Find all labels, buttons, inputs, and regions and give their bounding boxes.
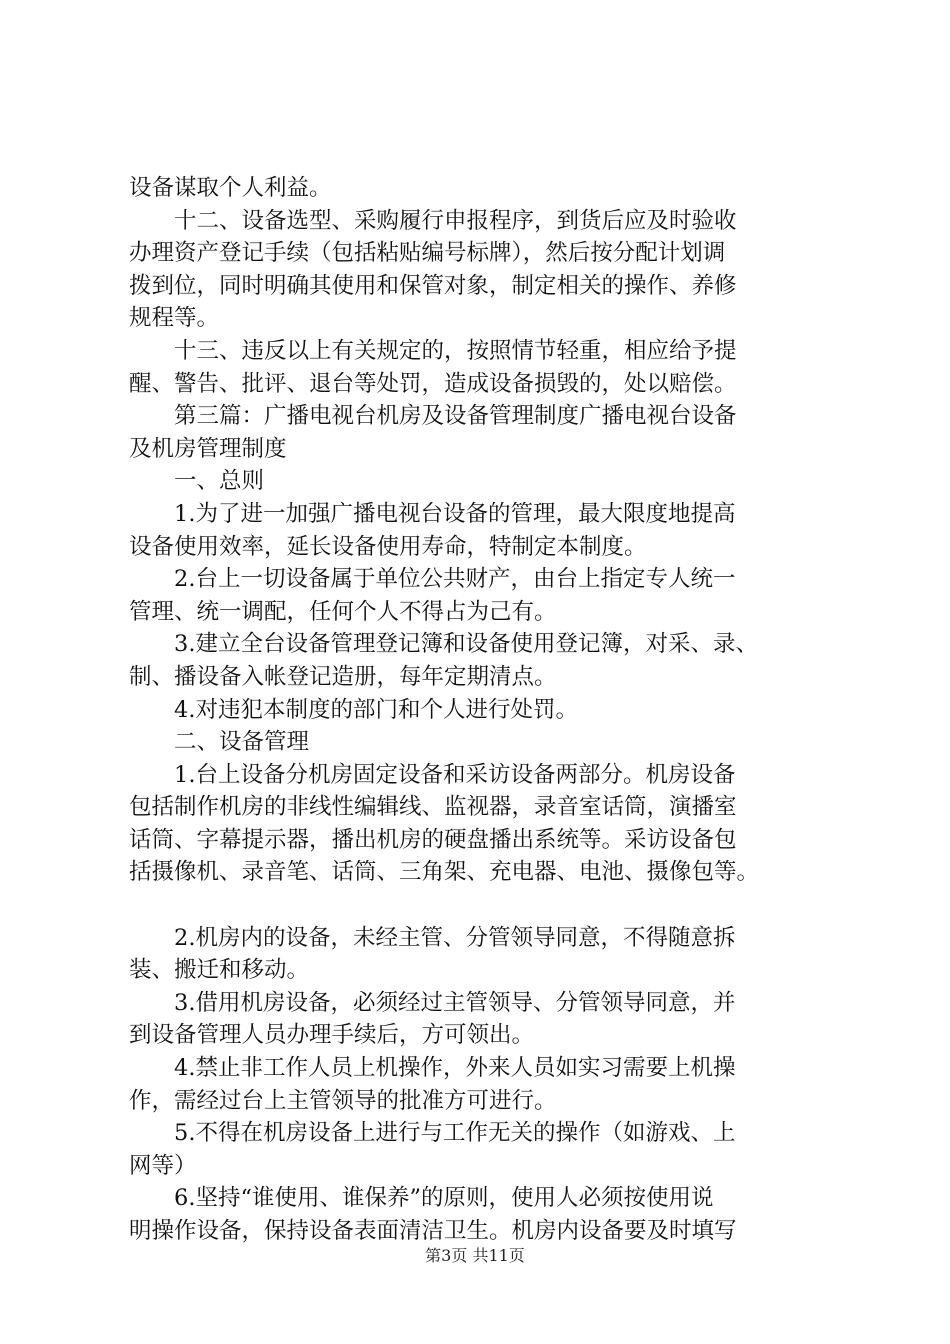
text-line: 3.建立全台设备管理登记簿和设备使用登记簿，对采、录、 bbox=[129, 631, 758, 658]
text-line: 2.台上一切设备属于单位公共财产，由台上指定专人统一 bbox=[129, 566, 736, 593]
blank-line bbox=[129, 889, 835, 922]
text-line: 设备谋取个人利益。 bbox=[129, 175, 332, 201]
text-line: 话筒、字幕提示器，播出机房的硬盘播出系统等。采访设备包 bbox=[129, 826, 737, 853]
text-line: 2.机房内的设备，未经主管、分管领导同意，不得随意拆 bbox=[129, 924, 736, 951]
text-line: 4.对违犯本制度的部门和个人进行处罚。 bbox=[129, 696, 578, 723]
subsection-heading: 二、设备管理 bbox=[129, 729, 310, 756]
text-line: 设备使用效率，延长设备使用寿命，特制定本制度。 bbox=[129, 533, 647, 560]
text-line: 1.台上设备分机房固定设备和采访设备两部分。机房设备 bbox=[129, 761, 736, 788]
subsection-heading: 一、总则 bbox=[129, 468, 265, 495]
text-line: 网等） bbox=[129, 1152, 197, 1179]
text-line: 规程等。 bbox=[129, 305, 220, 332]
text-line: 包括制作机房的非线性编辑线、监视器，录音室话筒，演播室 bbox=[129, 794, 737, 821]
text-line: 管理、统一调配，任何个人不得占为己有。 bbox=[129, 598, 557, 625]
text-line: 1.为了进一加强广播电视台设备的管理，最大限度地提高 bbox=[129, 500, 736, 527]
text-line: 醒、警告、批评、退台等处罚，造成设备损毁的，处以赔偿。 bbox=[129, 370, 737, 397]
text-line: 5.不得在机房设备上进行与工作无关的操作（如游戏、上 bbox=[129, 1120, 736, 1147]
text-line: 办理资产登记手续（包括粘贴编号标牌），然后按分配计划调 bbox=[129, 240, 726, 267]
page-number-footer: 第3页 共11页 bbox=[425, 1246, 525, 1265]
text-line: 拨到位，同时明确其使用和保管对象，制定相关的操作、养修 bbox=[129, 272, 737, 299]
text-line: 明操作设备，保持设备表面清洁卫生。机房内设备要及时填写 bbox=[129, 1218, 737, 1244]
text-line: 十二、设备选型、采购履行申报程序，到货后应及时验收 bbox=[129, 207, 737, 234]
text-line: 作，需经过台上主管领导的批准方可进行。 bbox=[129, 1087, 557, 1114]
section-heading: 及机房管理制度 bbox=[129, 435, 287, 462]
text-line: 括摄像机、录音笔、话筒、三角架、充电器、电池、摄像包等。 bbox=[129, 859, 760, 886]
text-line: 6.坚持“谁使用、谁保养”的原则，使用人必须按使用说 bbox=[129, 1185, 714, 1212]
text-line: 3.借用机房设备，必须经过主管领导、分管领导同意，并 bbox=[129, 989, 736, 1016]
text-line: 装、搬迁和移动。 bbox=[129, 957, 310, 984]
text-line: 4.禁止非工作人员上机操作，外来人员如实习需要上机操 bbox=[129, 1055, 736, 1082]
text-line: 到设备管理人员办理手续后，方可领出。 bbox=[129, 1022, 535, 1049]
text-line: 十三、违反以上有关规定的，按照情节轻重，相应给予提 bbox=[129, 337, 737, 364]
document-body bbox=[129, 172, 835, 1248]
text-line: 制、播设备入帐登记造册，每年定期清点。 bbox=[129, 663, 557, 690]
section-heading: 第三篇：广播电视台机房及设备管理制度广播电视台设备 bbox=[129, 403, 737, 430]
